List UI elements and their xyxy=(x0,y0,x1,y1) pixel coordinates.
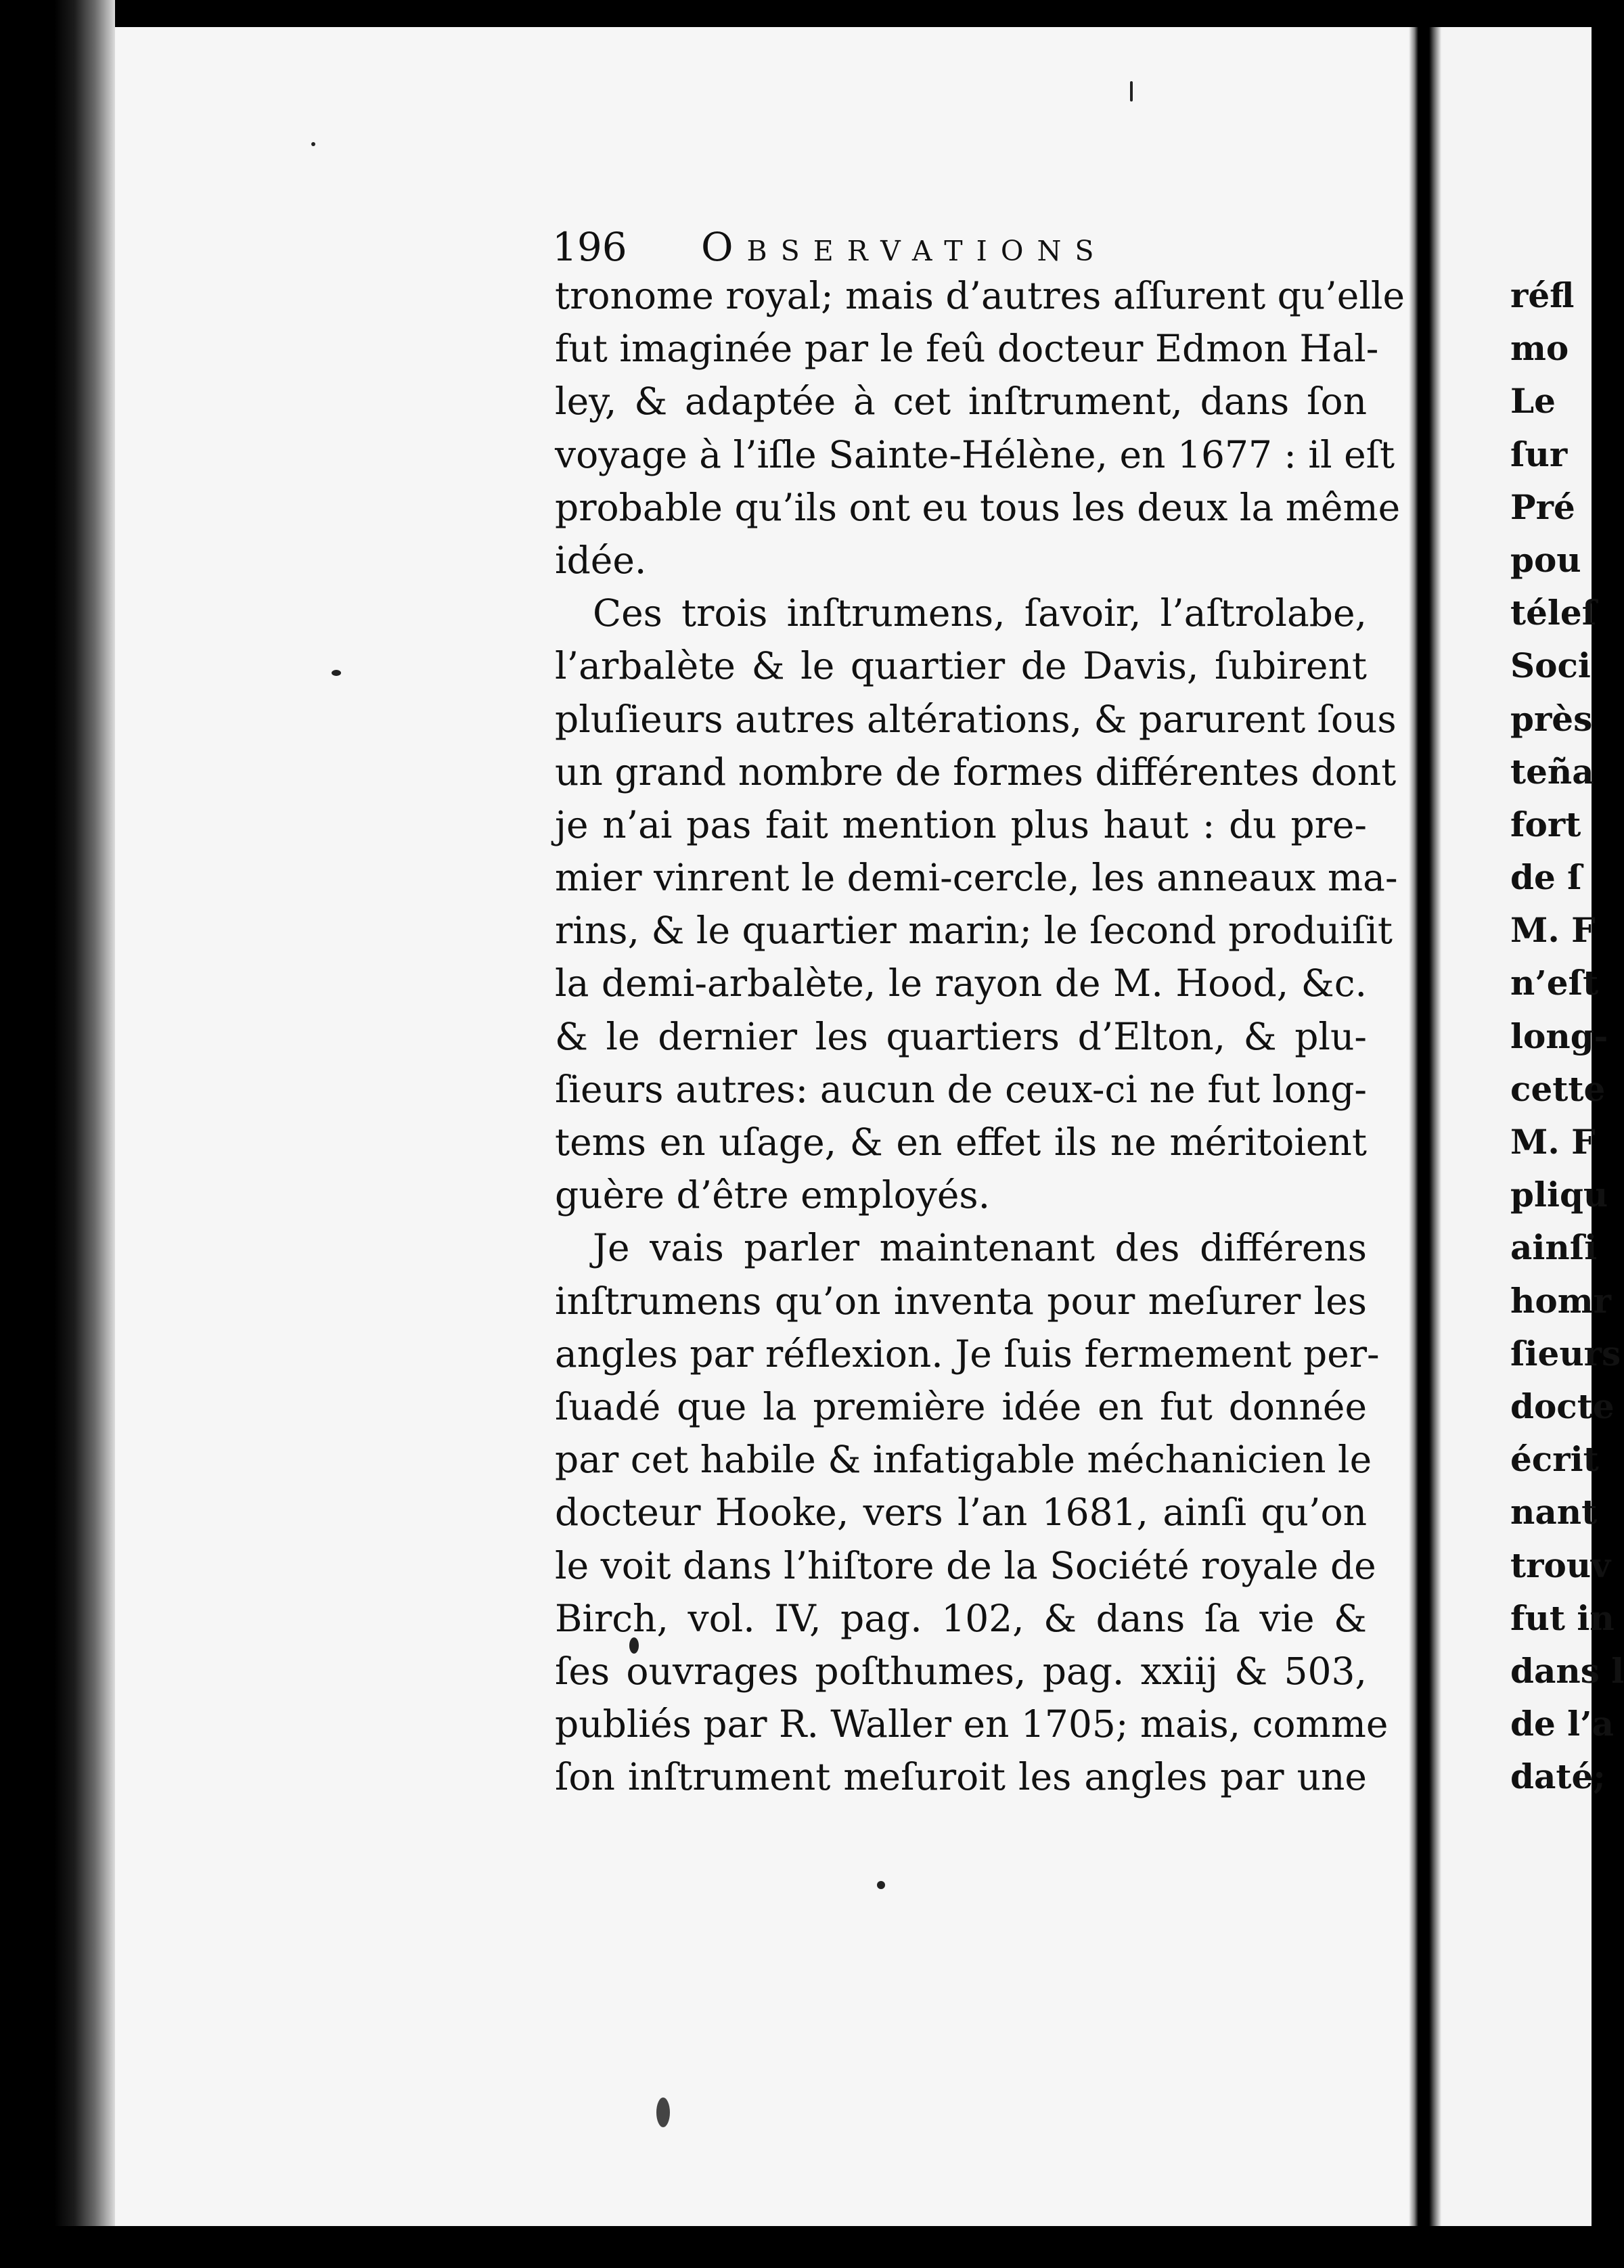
text-line: la demi-arbalète, le rayon de M. Hood, &c. xyxy=(555,961,1367,1005)
text-line: guère d’être employés. xyxy=(555,1173,991,1217)
facing-text-line: ſur xyxy=(1510,434,1568,474)
text-line: tronome royal; mais d’autres aſſurent qu’elle xyxy=(555,274,1405,317)
facing-text-line: près xyxy=(1510,698,1593,739)
facing-text-line: fut in xyxy=(1510,1597,1615,1638)
facing-text-line: daté; xyxy=(1510,1756,1606,1797)
text-line: probable qu’ils ont eu tous les deux la même xyxy=(555,485,1401,529)
text-line: ſon inſtrument meſuroit les angles par une xyxy=(555,1755,1367,1799)
facing-text-line: M. F xyxy=(1510,910,1596,951)
facing-text-line: ſieurs xyxy=(1510,1333,1621,1374)
facing-text-line: Soci xyxy=(1510,645,1591,686)
facing-text-line: écrit xyxy=(1510,1439,1599,1480)
text-line: le voit dans l’hiſtore de la Société royale de xyxy=(555,1543,1376,1587)
ink-speck xyxy=(1130,81,1133,101)
text-line: docteur Hooke, vers l’an 1681, ainſi qu’on xyxy=(555,1491,1367,1535)
text-line: par cet habile & infatigable méchanicien le xyxy=(555,1438,1372,1482)
ink-speck xyxy=(877,1881,885,1889)
facing-text-line: pliqu xyxy=(1510,1175,1608,1215)
text-line: un grand nombre de formes différentes dont xyxy=(555,750,1397,794)
facing-text-line: de ſ xyxy=(1510,857,1582,898)
body-text xyxy=(555,269,1405,1803)
text-line: pluſieurs autres altérations, & parurent ſous xyxy=(555,697,1397,741)
ink-speck xyxy=(656,2097,670,2127)
facing-text-line: téleſ xyxy=(1510,593,1597,633)
facing-text-line: ainſi xyxy=(1510,1227,1598,1268)
text-line: voyage à l’iſle Sainte-Hélène, en 1677 : il eſt xyxy=(555,432,1395,476)
text-line: ſes ouvrages poſthumes, pag. xxiij & 503, xyxy=(555,1649,1367,1693)
text-line: ley, & adaptée à cet inſtrument, dans ſon xyxy=(555,380,1367,424)
facing-text-line: docte xyxy=(1510,1386,1615,1426)
text-line: Ces trois inſtrumens, ſavoir, l’aſtrolabe, xyxy=(593,591,1367,635)
scan-border xyxy=(0,2226,1592,2268)
text-line: ſuadé que la première idée en fut donnée xyxy=(555,1384,1367,1428)
facing-text-line: n’eſt xyxy=(1510,963,1599,1003)
facing-text-line: Le xyxy=(1510,381,1556,422)
text-line: Je vais parler maintenant des différens xyxy=(593,1226,1367,1270)
running-head: Observations xyxy=(701,224,1108,270)
facing-text-line: pou xyxy=(1510,539,1581,580)
facing-text-line: mo xyxy=(1510,328,1569,369)
text-line: ſieurs autres: aucun de ceux-ci ne fut long- xyxy=(555,1067,1367,1111)
text-line: je n’ai pas fait mention plus haut : du pre- xyxy=(555,802,1367,846)
book-edge xyxy=(0,0,115,2268)
text-line: mier vinrent le demi-cercle, les anneaux ma- xyxy=(555,856,1398,900)
ink-speck xyxy=(332,670,341,676)
book-gutter xyxy=(1409,27,1441,2226)
text-line: inſtrumens qu’on inventa pour meſurer les xyxy=(555,1279,1367,1323)
facing-text-line: trouv xyxy=(1510,1545,1611,1585)
text-line: angles par réflexion. Je ſuis fermement per- xyxy=(555,1332,1380,1376)
facing-text-line: cette xyxy=(1510,1068,1606,1109)
facing-text-line: Pré xyxy=(1510,486,1575,527)
facing-text-line: réfl xyxy=(1510,275,1575,315)
facing-text-line: de l’a xyxy=(1510,1704,1614,1744)
ink-speck xyxy=(311,142,315,146)
facing-text-line: nant xyxy=(1510,1492,1598,1533)
page-number: 196 xyxy=(552,224,627,270)
page-header xyxy=(552,217,1364,277)
facing-text-line: dans l xyxy=(1510,1650,1624,1691)
facing-text-line: homr xyxy=(1510,1280,1611,1321)
text-line: tems en uſage, & en effet ils ne méritoient xyxy=(555,1120,1367,1164)
text-line: idée. xyxy=(555,538,647,582)
facing-text-line: M. F xyxy=(1510,1122,1596,1162)
facing-text-line: teña xyxy=(1510,751,1594,792)
text-line: l’arbalète & le quartier de Davis, ſubirent xyxy=(555,644,1367,688)
facing-text-line: fort xyxy=(1510,804,1581,844)
text-line: rins, & le quartier marin; le ſecond produiſit xyxy=(555,909,1393,953)
text-line: fut imaginée par le feû docteur Edmon Hal- xyxy=(555,327,1379,371)
text-line: Birch, vol. IV, pag. 102, & dans ſa vie & xyxy=(555,1596,1367,1640)
text-line: & le dernier les quartiers d’Elton, & plu- xyxy=(555,1014,1367,1058)
facing-text-line: long- xyxy=(1510,1016,1608,1056)
facing-page-text xyxy=(1510,269,1624,1803)
text-line: publiés par R. Waller en 1705; mais, comme xyxy=(555,1702,1389,1746)
